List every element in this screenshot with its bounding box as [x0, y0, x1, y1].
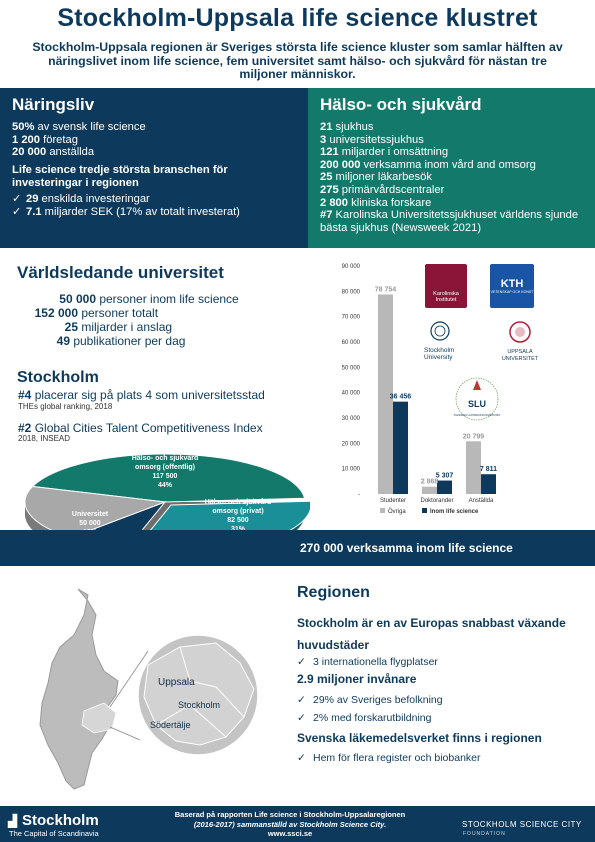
regionen-bold: Stockholm är en av Europas snabbast växande huvudstäder: [297, 616, 566, 652]
pie-label: Hälso- och sjukvård: [131, 455, 199, 462]
halso-line: #7 Karolinska Universitetssjukhuset världens sjunde bästa sjukhus (Newsweek 2021): [320, 209, 579, 234]
pie-label: Universitet: [71, 511, 109, 518]
y-tick-label: 50 000: [341, 365, 360, 372]
page-title: Stockholm-Uppsala life science klustret: [57, 4, 538, 32]
y-tick-label: 20 000: [341, 441, 360, 448]
pie-label: omsorg (offentlig): [135, 464, 195, 471]
check-icon: ✓: [12, 205, 22, 218]
halso-line: 21 sjukhus: [320, 121, 374, 133]
map-label-uppsala: Uppsala: [158, 677, 195, 688]
regionen-bold: 2.9 miljoner invånare: [297, 672, 417, 686]
footer-source-line: Baserad på rapporten Life science i Stockholm-Uppsalaregionen: [174, 810, 406, 819]
halso-panel: [308, 88, 595, 248]
ssc-logo-subtext: FOUNDATION: [463, 831, 506, 837]
y-tick-label: -: [358, 492, 360, 498]
check-item: ✓ 29% av Sveriges befolkning: [297, 694, 443, 706]
ranking-text: #4 placerar sig på plats 4 som universitetsstad: [18, 388, 265, 402]
check-icon: ✓: [297, 752, 306, 764]
slu-ring-text: SVERIGES LANTBRUKSUNIVERSITET: [453, 414, 501, 417]
y-tick-label: 90 000: [341, 264, 360, 270]
universitet-stat: 152 000 personer totalt: [34, 306, 159, 320]
naringsliv-line: 50% av svensk life science: [12, 121, 146, 133]
check-icon: ✓: [297, 656, 306, 668]
bar-value-label: 78 754: [374, 286, 397, 294]
footer-source-link[interactable]: www.ssci.se: [267, 829, 313, 838]
bar: [393, 402, 408, 494]
naringsliv-subheading: Life science tredje största branschen för investeringar i regionen: [12, 163, 228, 189]
regionen-heading: Regionen: [297, 584, 370, 601]
ranking-text: #2 Global Cities Talent Competitiveness Index: [18, 421, 263, 435]
x-tick-label: Anställda: [468, 498, 494, 504]
pie-label: Hälso- och sjukvård: [204, 499, 272, 506]
pie-label: 117 500: [152, 473, 178, 480]
halso-line: 25 miljoner läkarbesök: [320, 171, 432, 184]
bar: [481, 474, 496, 494]
highlight-band-text: 270 000 verksamma inom life science: [300, 541, 513, 555]
sweden-shape: [40, 589, 118, 789]
universitet-stat: 50 000 personer inom life science: [59, 292, 239, 306]
ssc-logo-text: STOCKHOLM SCIENCE CITY: [462, 820, 582, 829]
check-item: ✓ 3 internationella flygplatser: [297, 656, 438, 668]
halso-line: 200 000 verksamma inom vård and omsorg: [320, 158, 536, 171]
universitet-stat: 25 miljarder i anslag: [64, 320, 173, 334]
x-tick-label: Studenter: [379, 498, 407, 504]
check-icon: ✓: [297, 694, 306, 706]
naringsliv-line: 20 000 anställda: [12, 146, 95, 159]
pie-label: omsorg (privat): [212, 508, 264, 515]
y-tick-label: 60 000: [341, 340, 360, 346]
bar-value-label: 20 799: [462, 433, 485, 441]
bar: [437, 481, 452, 494]
slu-logo: [452, 374, 502, 424]
naringsliv-panel: [0, 88, 308, 248]
ranking-source: 2018, INSEAD: [18, 434, 71, 443]
naringsliv-line: 1 200 företag: [12, 133, 78, 146]
halso-line: 3 universitetssjukhus: [320, 133, 424, 146]
universitet-stat: 49 publikationer per dag: [56, 334, 186, 348]
halso-heading: Hälso- och sjukvård: [320, 95, 482, 114]
legend-swatch: [380, 508, 385, 513]
stockholm-heading: Stockholm: [17, 369, 99, 386]
bar-value-label: 2 868: [420, 478, 439, 486]
regionen-bold: Svenska läkemedelsverket finns i regionen: [297, 731, 542, 745]
bar: [422, 487, 437, 494]
legend-label: Övriga: [388, 509, 406, 515]
naringsliv-heading: Näringsliv: [12, 95, 95, 114]
kth-logo-subtext: VETENSKAP OCH KONST: [490, 290, 534, 294]
legend-swatch: [422, 508, 427, 513]
uu-seal-icon: [508, 320, 532, 344]
halso-line: 121 miljarder i omsättning: [320, 146, 449, 159]
kth-logo: [490, 264, 534, 308]
intro-text: Stockholm-Uppsala regionen är Sveriges största life science kluster som samlar hälften av näringslivet inom life science, fem universitet samt hälso- och sjukvård för nästan tre miljoner människor.: [32, 40, 563, 81]
map-label-stockholm: Stockholm: [178, 700, 221, 710]
halso-line: 2 800 kliniska forskare: [320, 196, 432, 209]
y-tick-label: 40 000: [341, 390, 360, 397]
footer-source: [140, 810, 440, 839]
check-item: ✓ 7.1 miljarder SEK (17% av totalt investerat): [12, 205, 240, 218]
footer-brand: ▟ Stockholm: [8, 812, 99, 829]
check-item: ✓ 29 enskilda investeringar: [12, 192, 150, 205]
stockholm-logo-icon: ▟: [8, 814, 18, 828]
x-tick-label: Doktorander: [420, 498, 454, 504]
universitet-heading: Världsledande universitet: [17, 263, 224, 282]
bar-value-label: 5 307: [435, 472, 454, 480]
legend-label: Inom life science: [430, 509, 479, 515]
bar-value-label: 7 811: [479, 466, 498, 474]
check-item: ✓ Hem för flera register och biobanker: [297, 752, 481, 764]
check-item: ✓ 2% med forskarutbildning: [297, 712, 432, 724]
check-icon: ✓: [297, 712, 306, 724]
check-icon: ✓: [12, 192, 22, 205]
y-tick-label: 70 000: [341, 314, 360, 321]
bar: [466, 441, 481, 494]
sweden-map: [30, 585, 260, 795]
su-logo-text: Stockholm University: [424, 347, 455, 361]
karolinska-logo: [425, 264, 467, 308]
su-crown-icon: [424, 320, 472, 342]
kth-logo-text: KTH: [500, 278, 524, 290]
footer-source-line: (2016-2017) sammanställd av Stockholm Science City.: [193, 819, 387, 829]
bar-value-label: 36 456: [389, 393, 412, 401]
y-tick-label: 10 000: [341, 466, 360, 473]
stockholm-university-logo: [424, 320, 472, 360]
map-label-sodertalje: Södertälje: [150, 720, 191, 730]
pie-label: 44%: [157, 482, 173, 489]
ranking-source: THEs global ranking, 2018: [18, 402, 113, 411]
footer-tagline: The Capital of Scandinavia: [9, 829, 99, 838]
slu-logo-text: SLU: [468, 399, 486, 409]
karolinska-logo-text: Karolinska Institutet: [433, 291, 459, 303]
uppsala-logo: [495, 320, 545, 364]
halso-line: 275 primärvårdscentraler: [320, 183, 445, 196]
pie-label: 82 500: [227, 517, 249, 524]
y-tick-label: 30 000: [341, 416, 360, 422]
uu-logo-text: UPPSALA UNIVERSITET: [501, 349, 539, 362]
pie-label: 50 000: [79, 520, 101, 527]
y-tick-label: 80 000: [341, 289, 360, 296]
slu-leaf-icon: [473, 380, 481, 390]
zoom-line: [110, 727, 140, 740]
